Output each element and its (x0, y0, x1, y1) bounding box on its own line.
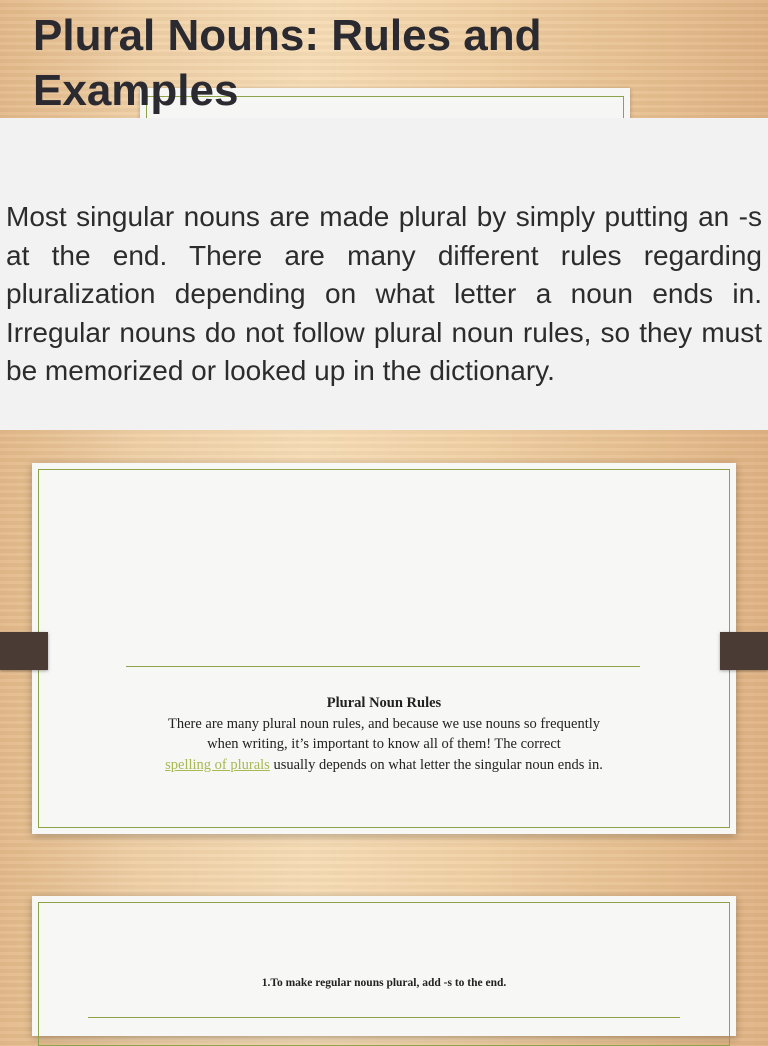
slide-text-line: There are many plural noun rules, and because we use nouns so frequently (167, 715, 601, 732)
intro-panel (0, 118, 768, 430)
slide-heading: Plural Noun Rules (326, 695, 442, 711)
slide-plural-noun-rules (32, 463, 736, 834)
slide-text-line: usually depends on what letter the singular noun ends in. (269, 756, 603, 773)
page-title: Plural Nouns: Rules and Examples (33, 11, 542, 115)
slide-rule-1 (32, 896, 736, 1036)
slide-tab-left (0, 632, 48, 670)
slide-divider (88, 1017, 680, 1018)
slide-text-line: when writing, it’s important to know all of them! The correct (207, 736, 561, 752)
intro-paragraph: Most singular nouns are made plural by simply putting an -s at the end. There are many different rules regarding pluralization depending on what letter a noun ends in. Irregular nouns do not follow plural noun rules, so they must be memorized or looked up in the dictionary. (6, 201, 762, 387)
slide-body (72, 693, 696, 775)
rule-text: 1.To make regular nouns plural, add -s to the end. (261, 977, 507, 989)
slide-frame (38, 902, 730, 1046)
spelling-of-plurals-link[interactable]: spelling of plurals (165, 756, 270, 773)
slide-tab-right (720, 632, 768, 670)
slide-divider (126, 666, 640, 667)
